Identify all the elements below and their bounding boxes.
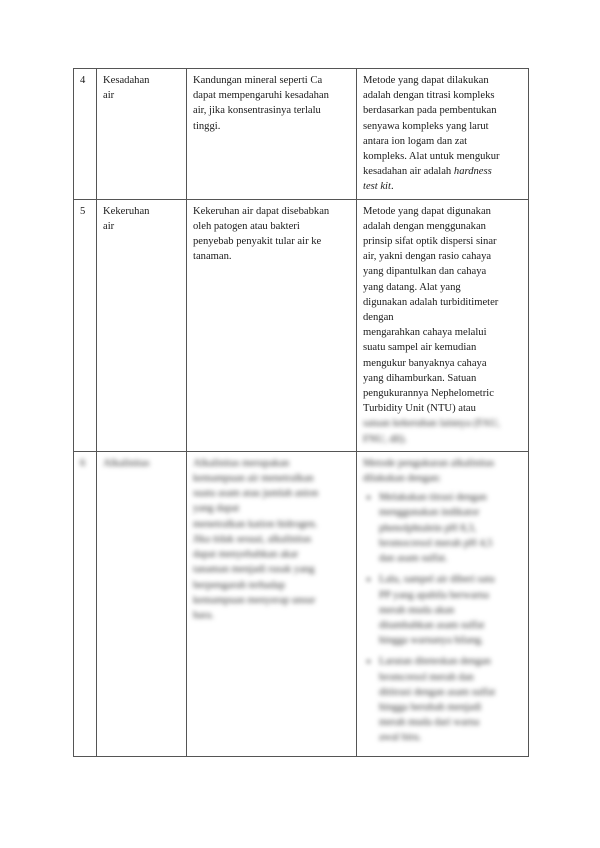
table-row — [74, 69, 529, 200]
water-parameters-table — [73, 68, 529, 757]
parameter-name: Kekeruhan air — [97, 199, 187, 451]
list-item: • Lalu, sampel air diberi satu PP yang apabila berwarna merah muda akan ditambahkan asam sulfat hingga warnanya hilang. — [379, 572, 522, 648]
measurement-method — [357, 199, 529, 451]
parameter-description: Kekeruhan air dapat disebabkan oleh patogen atau bakteri penyebab penyakit tular air ke tanaman. — [187, 199, 357, 451]
row-number: 5 — [74, 199, 97, 451]
parameter-description: Kandungan mineral seperti Ca dapat mempengaruhi kesadahan air, jika konsentrasinya terlalu tinggi. — [187, 69, 357, 200]
list-item: • Larutan diteteskan dengan bromcresol merah dan dititrasi dengan asam sulfat hingga berubah menjadi merah muda dari warna awal biru. — [379, 654, 522, 745]
parameter-name: Alkalinitas — [97, 451, 187, 756]
row-number: 6 — [74, 451, 97, 756]
measurement-method — [357, 69, 529, 200]
list-item: • Melakukan titrasi dengan menggunakan indikator phenolphtalein pH 8,3, bromocresol merah pH 4,5 dan asam sulfat. — [379, 490, 522, 566]
method-text: Metode yang dapat digunakan adalah dengan menggunakan prinsip sifat optik dispersi sinar air, yakni dengan rasio cahaya yang dipantulkan dan cahaya yang datang. Alat yang digunakan adalah turbiditimeter dengan mengarahkan cahaya melalui suatu sampel air kemudian mengukur banyaknya cahaya yang dihamburkan. Satuan pengukurannya Nephelometric Turbidity Unit (NTU) atau — [363, 205, 499, 415]
method-steps-list — [363, 490, 522, 745]
row-number: 4 — [74, 69, 97, 200]
method-text-end: . — [390, 181, 394, 193]
parameter-description: Alkalinitas merupakan kemampuan air menetralkan suatu asam atau jumlah anion yang dapat menetralkan kation hidrogen. Jika tidak sesuai, alkalinitas dapat menyebabkan akar tanaman menjadi rusak yang berpengaruh terhadap kemampuan menyerap unsur hara. — [187, 451, 357, 756]
method-intro: Metode pengukuran alkalinitas dilakukan dengan: — [363, 457, 495, 485]
method-text-blurred: satuan kekeruhan lainnya (FAU, FNU, dll). — [363, 418, 500, 445]
parameter-name: Kesadahan air — [97, 69, 187, 200]
measurement-method — [357, 451, 529, 756]
table-row — [74, 451, 529, 756]
method-italic-text: hardness test kit — [363, 166, 492, 193]
table-row — [74, 199, 529, 451]
method-text: Metode yang dapat dilakukan adalah dengan titrasi kompleks berdasarkan pada pembentukan senyawa kompleks yang larut antara ion logam dan zat kompleks. Alat untuk mengukur kesadahan air adalah — [363, 75, 500, 178]
